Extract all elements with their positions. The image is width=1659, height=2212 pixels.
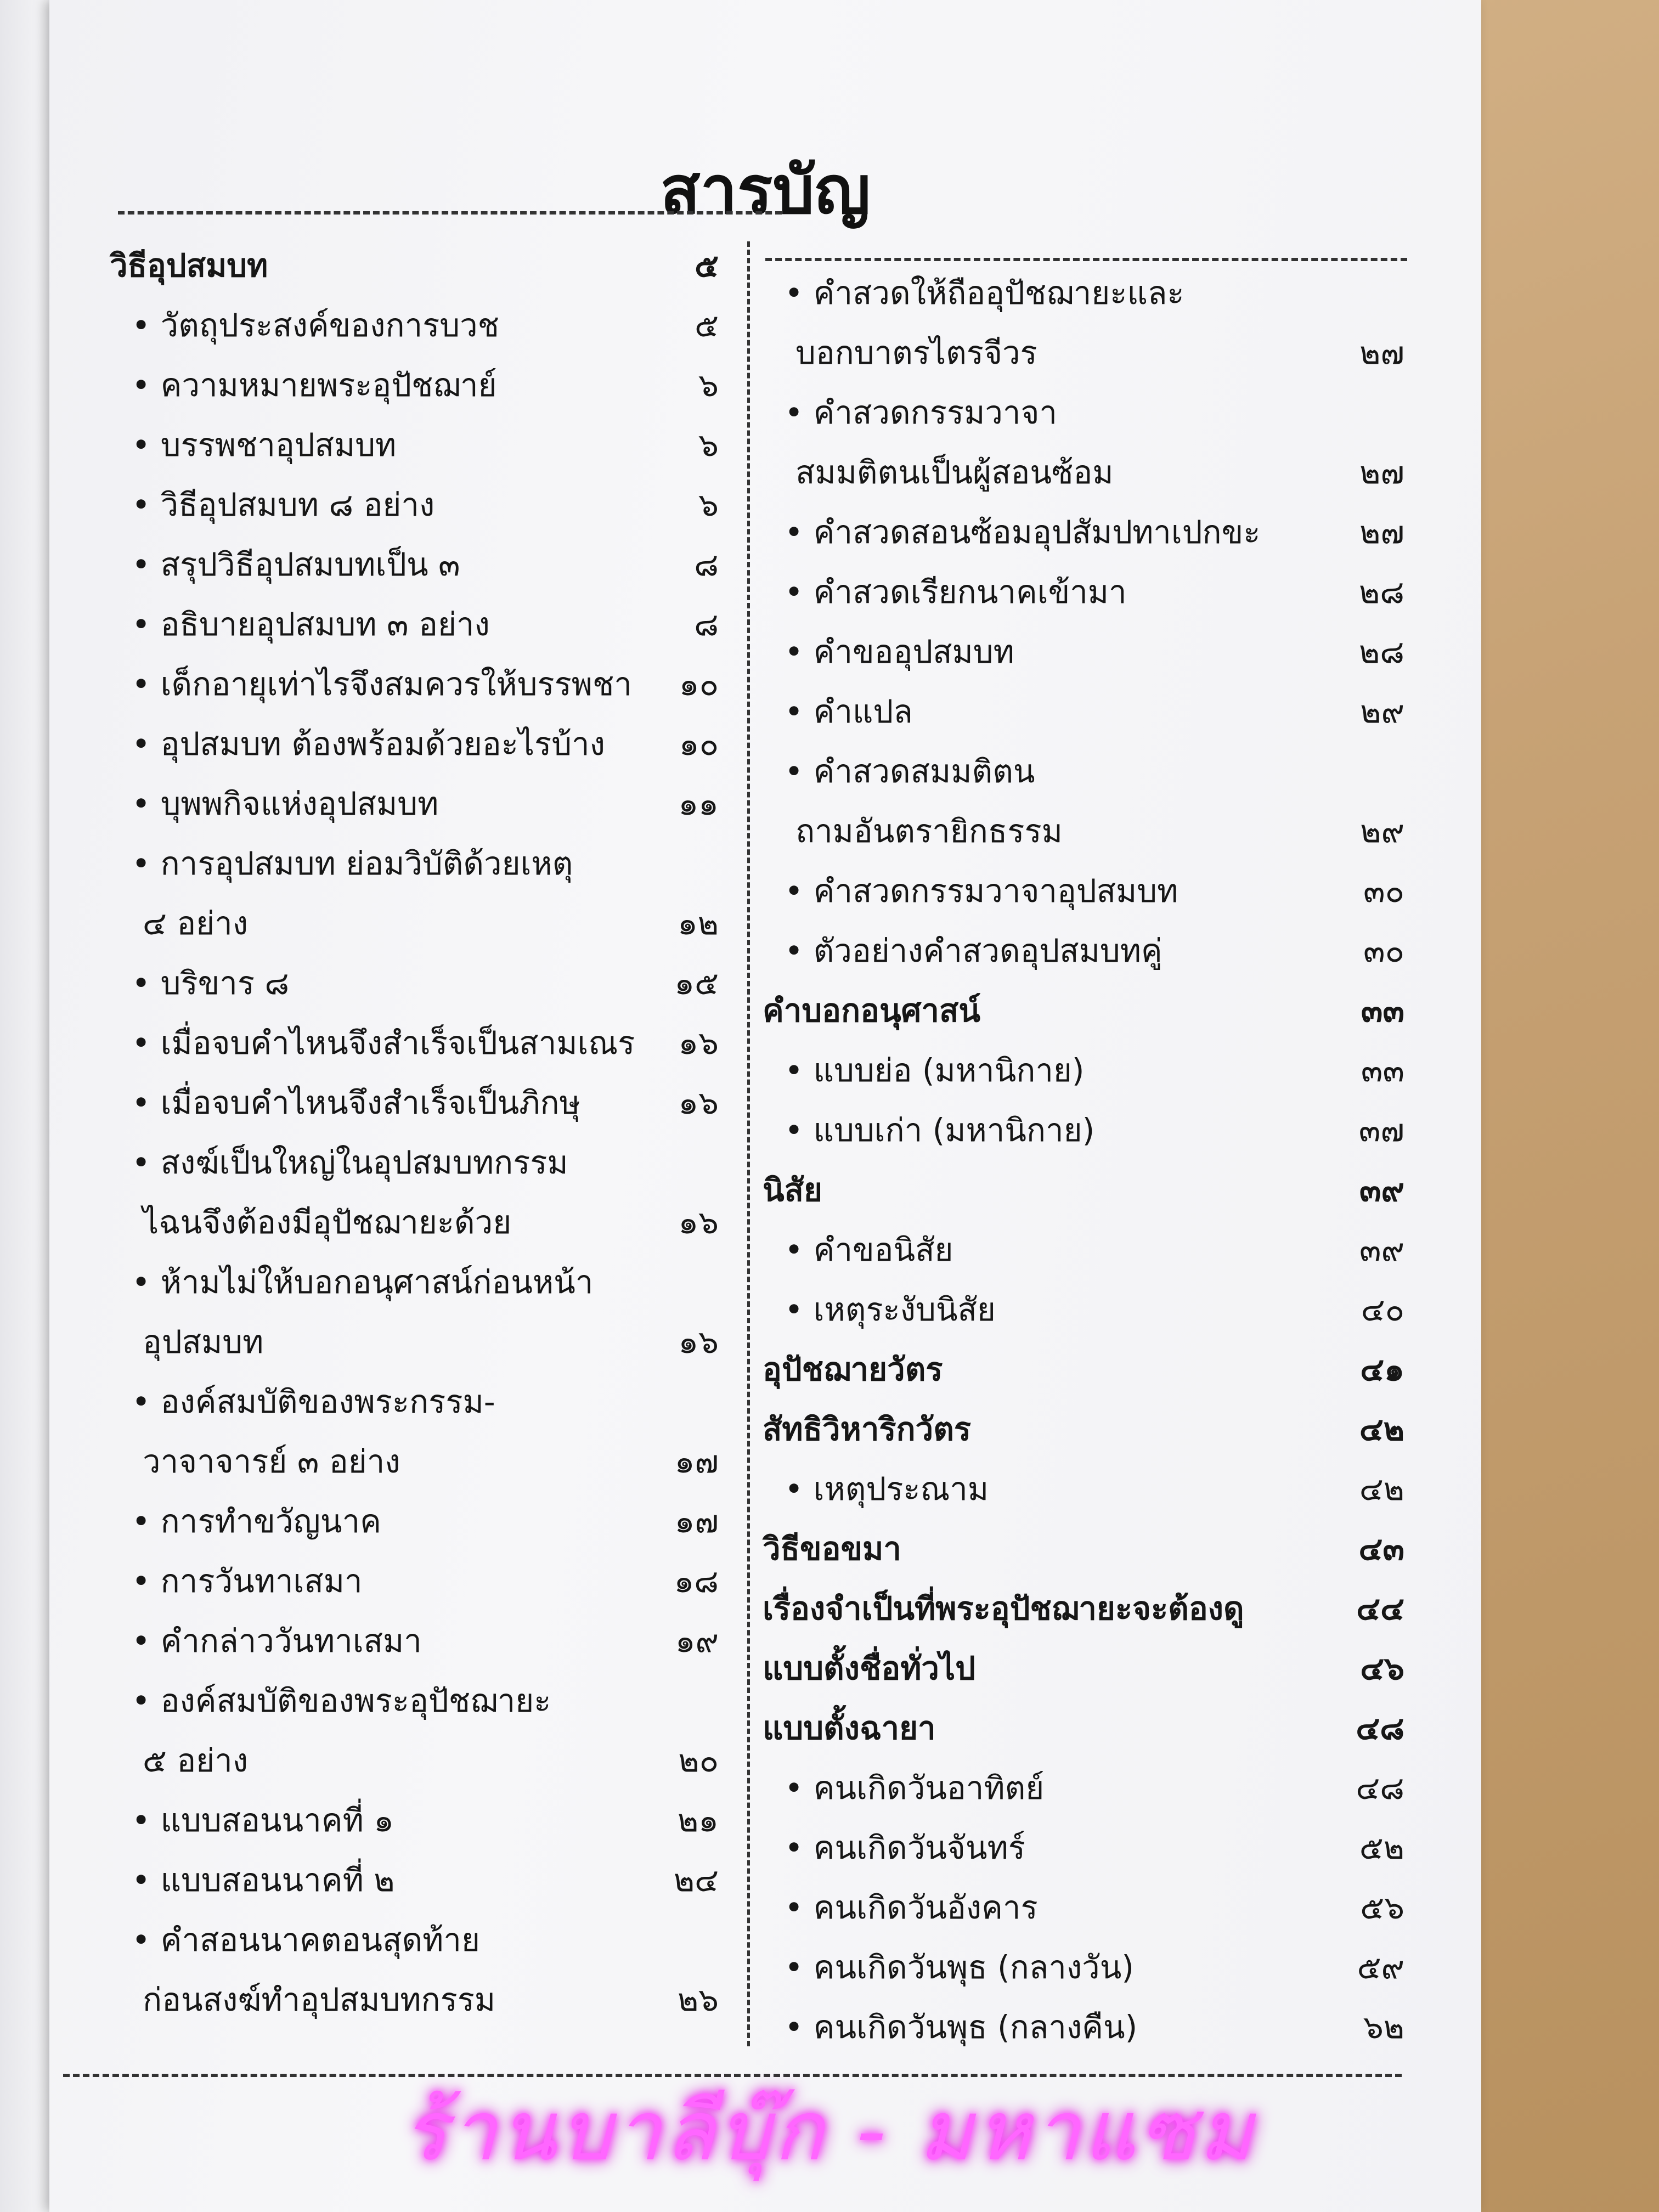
toc-entry-page: ๓๓ — [1361, 992, 1404, 1029]
toc-entry-label: • คำขอนิสัย — [785, 1220, 953, 1280]
toc-entry — [110, 1731, 719, 1791]
toc-entry-label: • องค์สมบัติของพระกรรม- — [132, 1372, 495, 1432]
toc-entry-page: ๔๘ — [1356, 1769, 1404, 1807]
toc-entry — [763, 503, 1404, 562]
toc-entry-label: • คนเกิดวันพุธ (กลางคืน) — [785, 1997, 1137, 2057]
toc-entry — [763, 1878, 1404, 1938]
toc-entry — [763, 383, 1404, 443]
toc-entry-page: ๔๑ — [1360, 1351, 1404, 1388]
toc-entry-page: ๕๙ — [1357, 1949, 1404, 1986]
toc-entry-label: เรื่องจำเป็นที่พระอุปัชฌายะจะต้องดู — [763, 1590, 1244, 1627]
toc-entry — [763, 1938, 1404, 1997]
toc-entry-label: แบบตั้งฉายา — [763, 1709, 936, 1747]
toc-entry-label: • คนเกิดวันอาทิตย์ — [785, 1758, 1044, 1818]
toc-entry — [763, 323, 1404, 383]
toc-entry-page: ๑๐ — [679, 725, 719, 763]
toc-entry — [110, 296, 719, 356]
toc-entry-label: • คำสวดเรียกนาคเข้ามา — [785, 562, 1127, 622]
toc-entry-label: • การทำขวัญนาค — [132, 1492, 381, 1551]
toc-entry-page: ๑๙ — [675, 1622, 719, 1660]
toc-entry — [110, 1791, 719, 1850]
toc-entry-label: • สรุปวิธีอุปสมบทเป็น ๓ — [132, 535, 460, 595]
toc-entry — [110, 834, 719, 894]
toc-entry-page: ๑๖ — [678, 1024, 719, 1062]
title-divider-left — [118, 211, 782, 215]
toc-entry-page: ๒๘ — [1359, 633, 1404, 670]
toc-entry-label: สัทธิวิหาริกวัตร — [763, 1410, 972, 1448]
toc-entry-page: ๒๗ — [1359, 334, 1404, 371]
toc-entry — [110, 774, 719, 834]
toc-entry-page: ๕๖ — [1360, 1889, 1404, 1926]
toc-entry-page: ๑๕ — [674, 964, 719, 1002]
toc-entry-page: ๑๑ — [678, 785, 719, 822]
toc-entry — [110, 1432, 719, 1492]
toc-entry — [763, 622, 1404, 682]
toc-entry-label: • การวันทาเสมา — [132, 1551, 363, 1611]
toc-entry-label: ๕ อย่าง — [143, 1742, 249, 1779]
toc-entry-page: ๖ — [698, 366, 719, 404]
toc-entry-label: • คำสวดกรรมวาจา — [785, 383, 1057, 443]
toc-entry-label: คำบอกอนุศาสน์ — [763, 992, 981, 1029]
toc-entry — [110, 1252, 719, 1312]
toc-entry-label: • เมื่อจบคำไหนจึงสำเร็จเป็นสามเณร — [132, 1013, 635, 1073]
toc-entry-page: ๑๐ — [679, 665, 719, 703]
toc-entry-label: ก่อนสงฆ์ทำอุปสมบทกรรม — [143, 1981, 496, 2018]
toc-entry-label: • บรรพชาอุปสมบท — [132, 415, 396, 475]
toc-entry — [110, 415, 719, 475]
toc-entry-label: ๔ อย่าง — [143, 905, 249, 942]
toc-entry-label: • บริขาร ๘ — [132, 953, 289, 1013]
toc-entry-page: ๔๒ — [1359, 1470, 1404, 1508]
toc-entry-page: ๔๖ — [1360, 1650, 1404, 1687]
toc-entry — [763, 742, 1404, 802]
toc-entry — [110, 1910, 719, 1970]
toc-entry-page: ๒๙ — [1360, 812, 1404, 850]
title-divider-right — [765, 258, 1407, 261]
toc-entry-page: ๔๘ — [1356, 1709, 1404, 1747]
toc-entry-label: อุปัชฌายวัตร — [763, 1351, 943, 1388]
toc-entry-label: • วิธีอุปสมบท ๘ อย่าง — [132, 475, 435, 535]
toc-left-column — [110, 236, 719, 2030]
toc-entry-page: ๑๖ — [678, 1323, 719, 1361]
toc-entry-page: ๑๖ — [678, 1204, 719, 1241]
toc-entry-label: • อุปสมบท ต้องพร้อมด้วยอะไรบ้าง — [132, 714, 605, 774]
toc-entry — [763, 802, 1404, 861]
toc-entry-page: ๑๒ — [677, 905, 719, 942]
toc-entry-page: ๖ — [698, 486, 719, 523]
toc-entry — [763, 981, 1404, 1041]
toc-entry-label: • แบบเก่า (มหานิกาย) — [785, 1101, 1094, 1160]
column-divider — [747, 241, 750, 2046]
toc-entry-label: • คำสวดกรรมวาจาอุปสมบท — [785, 861, 1178, 921]
toc-entry — [110, 654, 719, 714]
toc-entry — [763, 263, 1404, 323]
toc-entry — [763, 1579, 1404, 1639]
toc-entry — [763, 1160, 1404, 1220]
toc-entry — [110, 1133, 719, 1193]
toc-entry-label: • คำแปล — [785, 682, 913, 742]
toc-entry — [110, 1372, 719, 1432]
toc-entry-page: ๓๙ — [1359, 1171, 1404, 1209]
toc-entry-page: ๔๓ — [1358, 1530, 1404, 1567]
toc-entry-page: ๒๗ — [1359, 454, 1404, 491]
toc-entry — [110, 475, 719, 535]
toc-entry-page: ๓๙ — [1359, 1231, 1404, 1268]
toc-entry-page: ๓๐ — [1363, 932, 1404, 969]
toc-entry-label: • ความหมายพระอุปัชฌาย์ — [132, 356, 497, 415]
toc-entry-label: วิธีอุปสมบท — [110, 247, 268, 284]
toc-entry-label: • คำสวดให้ถืออุปัชฌายะและ — [785, 263, 1184, 323]
toc-entry-label: อุปสมบท — [143, 1323, 264, 1361]
toc-entry-page: ๖๒ — [1363, 2008, 1404, 2046]
toc-entry-page: ๒๑ — [677, 1802, 719, 1839]
toc-entry-page: ๓๓ — [1361, 1052, 1404, 1089]
toc-entry-label: • เมื่อจบคำไหนจึงสำเร็จเป็นภิกษุ — [132, 1073, 580, 1133]
toc-entry-label: • คำสวดสมมติตน — [785, 742, 1035, 802]
toc-entry-label: บอกบาตรไตรจีวร — [795, 334, 1037, 371]
toc-entry-label: วาจาจารย์ ๓ อย่าง — [143, 1443, 400, 1480]
toc-entry — [763, 682, 1404, 742]
toc-entry — [110, 1312, 719, 1372]
toc-entry — [110, 356, 719, 415]
toc-entry — [763, 1041, 1404, 1101]
toc-entry-label: • แบบสอนนาคที่ ๑ — [132, 1791, 394, 1850]
toc-entry — [110, 535, 719, 595]
toc-entry-label: ถามอันตรายิกธรรม — [795, 812, 1063, 850]
shop-watermark: ร้านบาลีบุ๊ก - มหาแซม — [403, 2084, 1256, 2179]
toc-entry-label: • คนเกิดวันอังคาร — [785, 1878, 1038, 1938]
toc-entry-label: • อธิบายอุปสมบท ๓ อย่าง — [132, 595, 490, 654]
toc-entry — [110, 1970, 719, 2030]
toc-entry-page: ๑๗ — [674, 1503, 719, 1540]
toc-entry — [110, 1013, 719, 1073]
toc-entry — [763, 1459, 1404, 1519]
toc-entry-page: ๓๗ — [1358, 1111, 1404, 1149]
toc-entry — [110, 1611, 719, 1671]
toc-entry-page: ๔๐ — [1361, 1291, 1404, 1328]
toc-entry-page: ๔๔ — [1356, 1590, 1404, 1627]
toc-entry-label: • คำสวดสอนซ้อมอุปสัมปทาเปกขะ — [785, 503, 1260, 562]
toc-entry-label: • บุพพกิจแห่งอุปสมบท — [132, 774, 438, 834]
page-title: สารบัญ — [660, 151, 871, 229]
toc-entry — [110, 1551, 719, 1611]
toc-entry-label: • การอุปสมบท ย่อมวิบัติด้วยเหตุ — [132, 834, 573, 894]
toc-entry — [763, 1818, 1404, 1878]
toc-entry-label: • แบบย่อ (มหานิกาย) — [785, 1041, 1085, 1101]
toc-entry-page: ๒๙ — [1360, 693, 1404, 730]
toc-entry-page: ๘ — [694, 546, 719, 583]
toc-entry-page: ๕๒ — [1359, 1829, 1404, 1866]
toc-entry-page: ๒๐ — [678, 1742, 719, 1779]
toc-entry — [110, 714, 719, 774]
toc-entry — [763, 1639, 1404, 1699]
toc-entry-page: ๓๐ — [1363, 872, 1404, 910]
toc-entry-label: • วัตถุประสงค์ของการบวช — [132, 296, 499, 356]
toc-entry — [763, 1400, 1404, 1459]
toc-entry-page: ๔๒ — [1359, 1410, 1404, 1448]
toc-entry — [763, 1758, 1404, 1818]
toc-entry-label: วิธีขอขมา — [763, 1530, 901, 1567]
toc-entry-label: • องค์สมบัติของพระอุปัชฌายะ — [132, 1671, 551, 1731]
toc-entry — [110, 894, 719, 953]
toc-entry — [763, 1101, 1404, 1160]
toc-entry — [110, 1492, 719, 1551]
toc-entry-label: • ตัวอย่างคำสวดอุปสมบทคู่ — [785, 921, 1163, 981]
toc-entry-label: • เด็กอายุเท่าไรจึงสมควรให้บรรพชา — [132, 654, 632, 714]
toc-entry — [763, 1220, 1404, 1280]
toc-entry-page: ๑๖ — [678, 1084, 719, 1121]
toc-entry — [110, 595, 719, 654]
toc-entry-page: ๒๖ — [677, 1981, 719, 2018]
toc-entry-page: ๒๘ — [1359, 573, 1404, 611]
toc-entry-label: • คนเกิดวันจันทร์ — [785, 1818, 1025, 1878]
toc-entry — [110, 236, 719, 296]
toc-entry — [763, 562, 1404, 622]
toc-entry-label: • เหตุประณาม — [785, 1459, 989, 1519]
toc-entry — [763, 1997, 1404, 2057]
toc-entry — [110, 1073, 719, 1133]
toc-entry-page: ๒๔ — [673, 1861, 719, 1899]
toc-entry-label: • เหตุระงับนิสัย — [785, 1280, 996, 1340]
toc-entry — [110, 1850, 719, 1910]
toc-entry-label: • แบบสอนนาคที่ ๒ — [132, 1850, 394, 1910]
toc-entry-label: • คนเกิดวันพุธ (กลางวัน) — [785, 1938, 1134, 1997]
toc-entry — [110, 953, 719, 1013]
toc-entry — [763, 1280, 1404, 1340]
toc-entry — [110, 1193, 719, 1252]
toc-entry-label: • สงฆ์เป็นใหญ่ในอุปสมบทกรรม — [132, 1133, 568, 1193]
toc-entry — [763, 1519, 1404, 1579]
toc-right-column — [763, 263, 1404, 2057]
toc-entry-page: ๑๗ — [674, 1443, 719, 1480]
toc-entry-label: • คำกล่าววันทาเสมา — [132, 1611, 422, 1671]
toc-entry — [110, 1671, 719, 1731]
toc-entry-label: • ห้ามไม่ให้บอกอนุศาสน์ก่อนหน้า — [132, 1252, 593, 1312]
toc-entry-page: ๕ — [695, 307, 719, 344]
toc-entry-label: สมมติตนเป็นผู้สอนซ้อม — [795, 454, 1114, 491]
toc-entry — [763, 1699, 1404, 1758]
toc-entry-label: ไฉนจึงต้องมีอุปัชฌายะด้วย — [143, 1204, 512, 1241]
toc-entry-label: นิสัย — [763, 1171, 823, 1209]
toc-entry-label: • คำสอนนาคตอนสุดท้าย — [132, 1910, 480, 1970]
toc-entry — [763, 921, 1404, 981]
toc-entry-page: ๖ — [698, 426, 719, 464]
toc-entry — [763, 1340, 1404, 1400]
toc-entry-label: แบบตั้งชื่อทั่วไป — [763, 1650, 975, 1687]
toc-entry-page: ๘ — [694, 606, 719, 643]
toc-entry-page: ๒๗ — [1359, 514, 1404, 551]
toc-entry-label: • คำขออุปสมบท — [785, 622, 1014, 682]
book-page — [49, 0, 1481, 2212]
toc-entry — [763, 861, 1404, 921]
toc-entry — [763, 443, 1404, 503]
toc-entry-page: ๑๘ — [674, 1562, 719, 1600]
toc-entry-page: ๕ — [695, 247, 719, 284]
